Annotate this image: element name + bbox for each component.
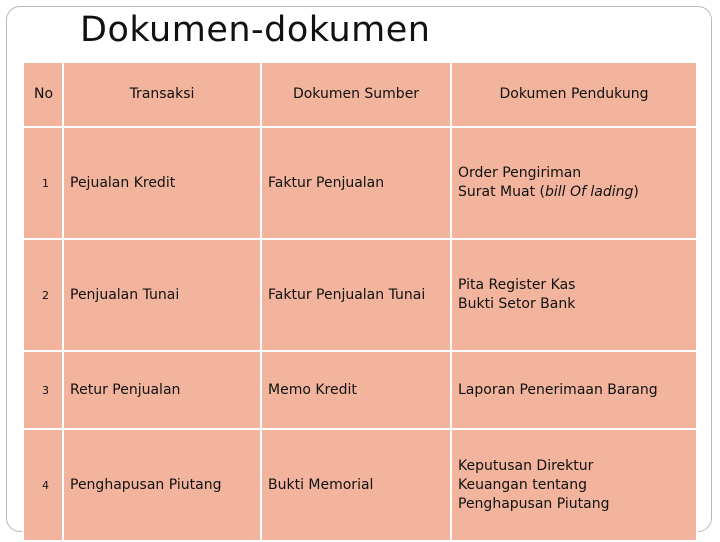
table-header-row xyxy=(23,62,697,127)
transaksi-cell: Retur Penjualan xyxy=(63,351,261,429)
dokumen-pendukung-cell xyxy=(451,239,697,351)
pendukung-line: Order Pengiriman xyxy=(458,165,582,181)
header-no: No xyxy=(23,62,63,127)
dokumen-pendukung-cell xyxy=(451,429,697,541)
dokumen-sumber-cell: Bukti Memorial xyxy=(261,429,451,541)
table-row xyxy=(23,351,697,429)
row-number: 3 xyxy=(23,351,63,429)
pendukung-text: ) xyxy=(633,184,639,200)
dokumen-sumber-cell: Faktur Penjualan xyxy=(261,127,451,239)
pendukung-line: Bukti Setor Bank xyxy=(458,296,576,312)
transaksi-cell: Penghapusan Piutang xyxy=(63,429,261,541)
table-row xyxy=(23,429,697,541)
dokumen-sumber-cell: Memo Kredit xyxy=(261,351,451,429)
table-row xyxy=(23,127,697,239)
row-number: 1 xyxy=(23,127,63,239)
pendukung-text: Surat Muat ( xyxy=(458,184,545,200)
dokumen-pendukung-cell xyxy=(451,127,697,239)
row-number: 4 xyxy=(23,429,63,541)
header-dokumen-pendukung: Dokumen Pendukung xyxy=(451,62,697,127)
dokumen-pendukung-cell xyxy=(451,351,697,429)
table-row xyxy=(23,239,697,351)
dokumen-sumber-cell: Faktur Penjualan Tunai xyxy=(261,239,451,351)
documents-table xyxy=(22,61,698,542)
slide-title: Dokumen-dokumen xyxy=(80,10,431,50)
transaksi-cell: Penjualan Tunai xyxy=(63,239,261,351)
pendukung-line: Keuangan tentang xyxy=(458,476,588,493)
header-dokumen-sumber: Dokumen Sumber xyxy=(261,62,451,127)
pendukung-line: Keputusan Direktur xyxy=(458,457,594,474)
pendukung-line: Laporan Penerimaan Barang xyxy=(458,381,658,398)
row-number: 2 xyxy=(23,239,63,351)
header-transaksi: Transaksi xyxy=(63,62,261,127)
pendukung-line: Penghapusan Piutang xyxy=(458,495,610,512)
pendukung-italic-text: bill Of lading xyxy=(544,184,634,200)
pendukung-line: Pita Register Kas xyxy=(458,277,576,293)
transaksi-cell: Pejualan Kredit xyxy=(63,127,261,239)
pendukung-line xyxy=(458,183,690,202)
